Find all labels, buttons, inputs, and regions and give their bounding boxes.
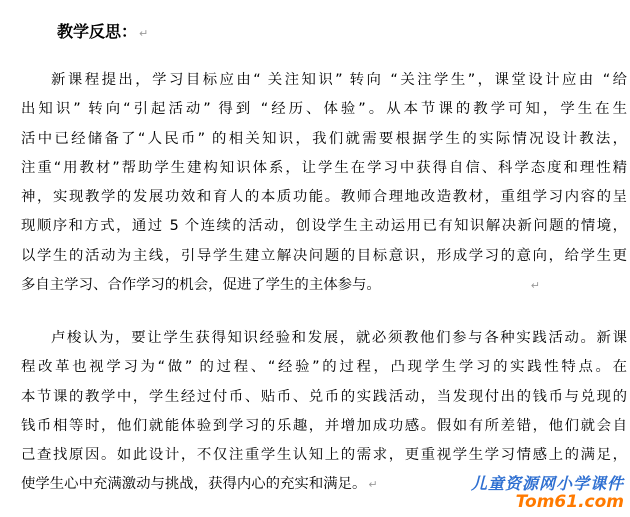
text-line: 程改革也视学习为“做” 的过程、“经验”的过程，凸现学生学习的实践性特点。在 bbox=[21, 359, 627, 376]
text-line-content: 使学生心中充满激动与挑战，获得内心的充实和满足。 bbox=[21, 476, 367, 493]
heading-text: 教学反思： bbox=[57, 22, 138, 41]
text-line bbox=[21, 271, 627, 300]
text-line-content: 多自主学习、合作学习的机会，促进了学生的主体参与。 bbox=[21, 277, 381, 294]
text-line: 本节课的教学中，学生经过付币、贴币、兑币的实践活动，当发现付出的钱币与兑现的 bbox=[21, 388, 627, 405]
text-line: 出知识” 转向“引起活动” 得到 “经历、体验”。从本节课的教学可知，学生在生 bbox=[21, 101, 627, 118]
text-line: 钱币相等时，他们就能体验到学习的乐趣，并增加成功感。假如有所差错，他们就会自 bbox=[21, 417, 627, 434]
text-line: 卢梭认为，要让学生获得知识经验和发展，就必须教他们参与各种实践活动。新课 bbox=[51, 330, 627, 346]
paragraph-mark-icon: ↵ bbox=[139, 27, 149, 40]
text-line: 注重“用教材”帮助学生建构知识体系，让学生在学习中获得自信、科学态度和理性精 bbox=[21, 159, 627, 176]
text-line: 己查找原因。如此设计，不仅注重学生认知上的需求，更重视学生学习情感上的满足， bbox=[21, 447, 627, 464]
watermark-url: Tom61.com bbox=[515, 492, 624, 512]
text-line: 活中已经储备了“人民币” 的相关知识，我们就需要根据学生的实际情况设计教法， bbox=[21, 130, 627, 147]
paragraph-mark-icon: ↵ bbox=[530, 279, 540, 293]
text-line: 现顺序和方式，通过 5 个连续的活动，创设学生主动运用已有知识解决新问题的情境， bbox=[21, 218, 627, 235]
section-heading bbox=[57, 18, 148, 48]
watermark-site-name: 儿童资源网小学课件 bbox=[470, 474, 624, 493]
paragraph-mark-icon: ↵ bbox=[368, 478, 378, 492]
paragraph-1 bbox=[21, 66, 627, 300]
text-line: 神，实现教学的发展功效和育人的本质功能。教师合理地改造教材，重组学习内容的呈 bbox=[21, 189, 627, 206]
text-line: 以学生的活动为主线，引导学生建立解决问题的目标意识，形成学习的意向，给学生更 bbox=[21, 247, 627, 264]
text-line: 新课程提出，学习目标应由“ 关注知识” 转向 “关注学生”，课堂设计应由 “给 bbox=[51, 72, 627, 88]
watermark-logo bbox=[471, 476, 624, 511]
